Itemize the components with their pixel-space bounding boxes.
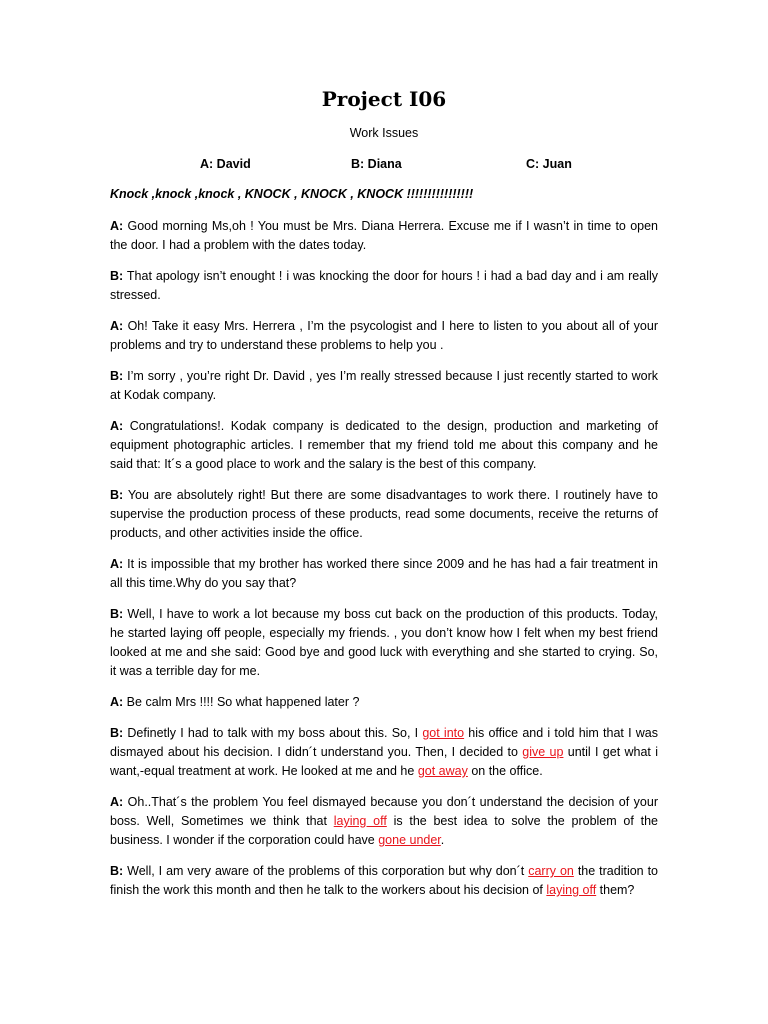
role-b: B: Diana <box>351 157 402 171</box>
dialogue-text: Congratulations!. Kodak company is dedicated to the design, production and marketing of equipment photographic articles. I remember that my friend told me about this company and he said that: It´s a good place to work and the salary is the best of this company. <box>110 419 658 471</box>
speaker-label: B: <box>110 369 124 383</box>
dialogue-line <box>110 267 658 305</box>
dialogue-text: until I get what i want,-equal treatment at work. He looked at me and he <box>110 745 658 778</box>
speaker-label: A: <box>110 219 124 233</box>
dialogue-text: Well, I am very aware of the problems of this corporation but why don´t <box>123 864 529 878</box>
dialogue-text: Oh! Take it easy Mrs. Herrera , I’m the psycologist and I here to listen to you about all of your problems and try to understand these problems to help you . <box>110 319 658 352</box>
speaker-label: A: <box>110 419 124 433</box>
dialogue-text: Oh..That´s the problem You feel dismayed because you don´t understand the decision of your boss. Well, Sometimes we think that <box>110 795 658 828</box>
dialogue-text: It is impossible that my brother has worked there since 2009 and he has had a fair treatment in all this time.Why do you say that? <box>110 557 658 590</box>
speaker-label: A: <box>110 319 124 333</box>
phrasal-verb-highlight: gone under <box>378 833 441 847</box>
dialogue-line <box>110 417 658 474</box>
dialogue-line <box>110 555 658 593</box>
dialogue-line <box>110 724 658 781</box>
dialogue-text: the tradition to finish the work this month and then he talk to the workers about his decision of <box>110 864 658 897</box>
character-list <box>0 155 768 173</box>
phrasal-verb-highlight: got away <box>417 764 468 778</box>
dialogue-line <box>110 862 658 900</box>
dialogue-text: his office and i told him that I was dismayed about his decision. I didn´t understand you. Then, I decided to <box>110 726 658 759</box>
dialogue-line <box>110 693 658 712</box>
role-c: C: Juan <box>526 157 572 171</box>
dialogue-text: them? <box>596 883 635 897</box>
dialogue-text: Be calm Mrs !!!! So what happened later ? <box>123 695 360 709</box>
speaker-label: A: <box>110 557 124 571</box>
speaker-label: B: <box>110 607 124 621</box>
dialogue-text: You are absolutely right! But there are some disadvantages to work there. I routinely have to supervise the production process of these products, read some documents, receive the returns of products, and other activities inside the office. <box>110 488 658 540</box>
dialogue-text: . <box>440 833 445 847</box>
document-title: Project I06 <box>321 87 447 111</box>
dialogue-body <box>110 185 658 912</box>
dialogue-text: Definetly I had to talk with my boss about this. So, I <box>123 726 423 740</box>
speaker-label: B: <box>110 269 124 283</box>
dialogue-line <box>110 486 658 543</box>
dialogue-text: Good morning Ms,oh ! You must be Mrs. Diana Herrera. Excuse me if I wasn’t in time to open the door. I had a problem with the dates today. <box>110 219 658 252</box>
knock-line: Knock ,knock ,knock , KNOCK , KNOCK , KNOCK !!!!!!!!!!!!!!!! <box>110 187 474 201</box>
phrasal-verb-highlight: got into <box>422 726 465 740</box>
speaker-label: B: <box>110 726 124 740</box>
dialogue-line <box>110 367 658 405</box>
dialogue-line <box>110 605 658 681</box>
speaker-label: A: <box>110 695 124 709</box>
document-subtitle: Work Issues <box>349 126 419 140</box>
role-a: A: David <box>200 157 251 171</box>
dialogue-text: I’m sorry , you’re right Dr. David , yes I’m really stressed because I just recently started to work at Kodak company. <box>110 369 658 402</box>
dialogue-text: Well, I have to work a lot because my boss cut back on the production of this products. Today, he started laying off people, especially my friends. , you don’t know how I felt when my best friend looked at me and she said: Good bye and good luck with everything and she started to crying. So, it was a terrible day for me. <box>110 607 658 678</box>
phrasal-verb-highlight: carry on <box>528 864 574 878</box>
dialogue-text: on the office. <box>467 764 543 778</box>
phrasal-verb-highlight: give up <box>522 745 564 759</box>
dialogue-line <box>110 793 658 850</box>
speaker-label: A: <box>110 795 124 809</box>
speaker-label: B: <box>110 488 124 502</box>
dialogue-line <box>110 217 658 255</box>
dialogue-line <box>110 317 658 355</box>
phrasal-verb-highlight: laying off <box>546 883 597 897</box>
phrasal-verb-highlight: laying off <box>333 814 387 828</box>
dialogue-text: is the best idea to solve the problem of the business. I wonder if the corporation could have <box>110 814 658 847</box>
dialogue-text: That apology isn’t enought ! i was knocking the door for hours ! i had a bad day and i am really stressed. <box>110 269 658 302</box>
speaker-label: B: <box>110 864 124 878</box>
